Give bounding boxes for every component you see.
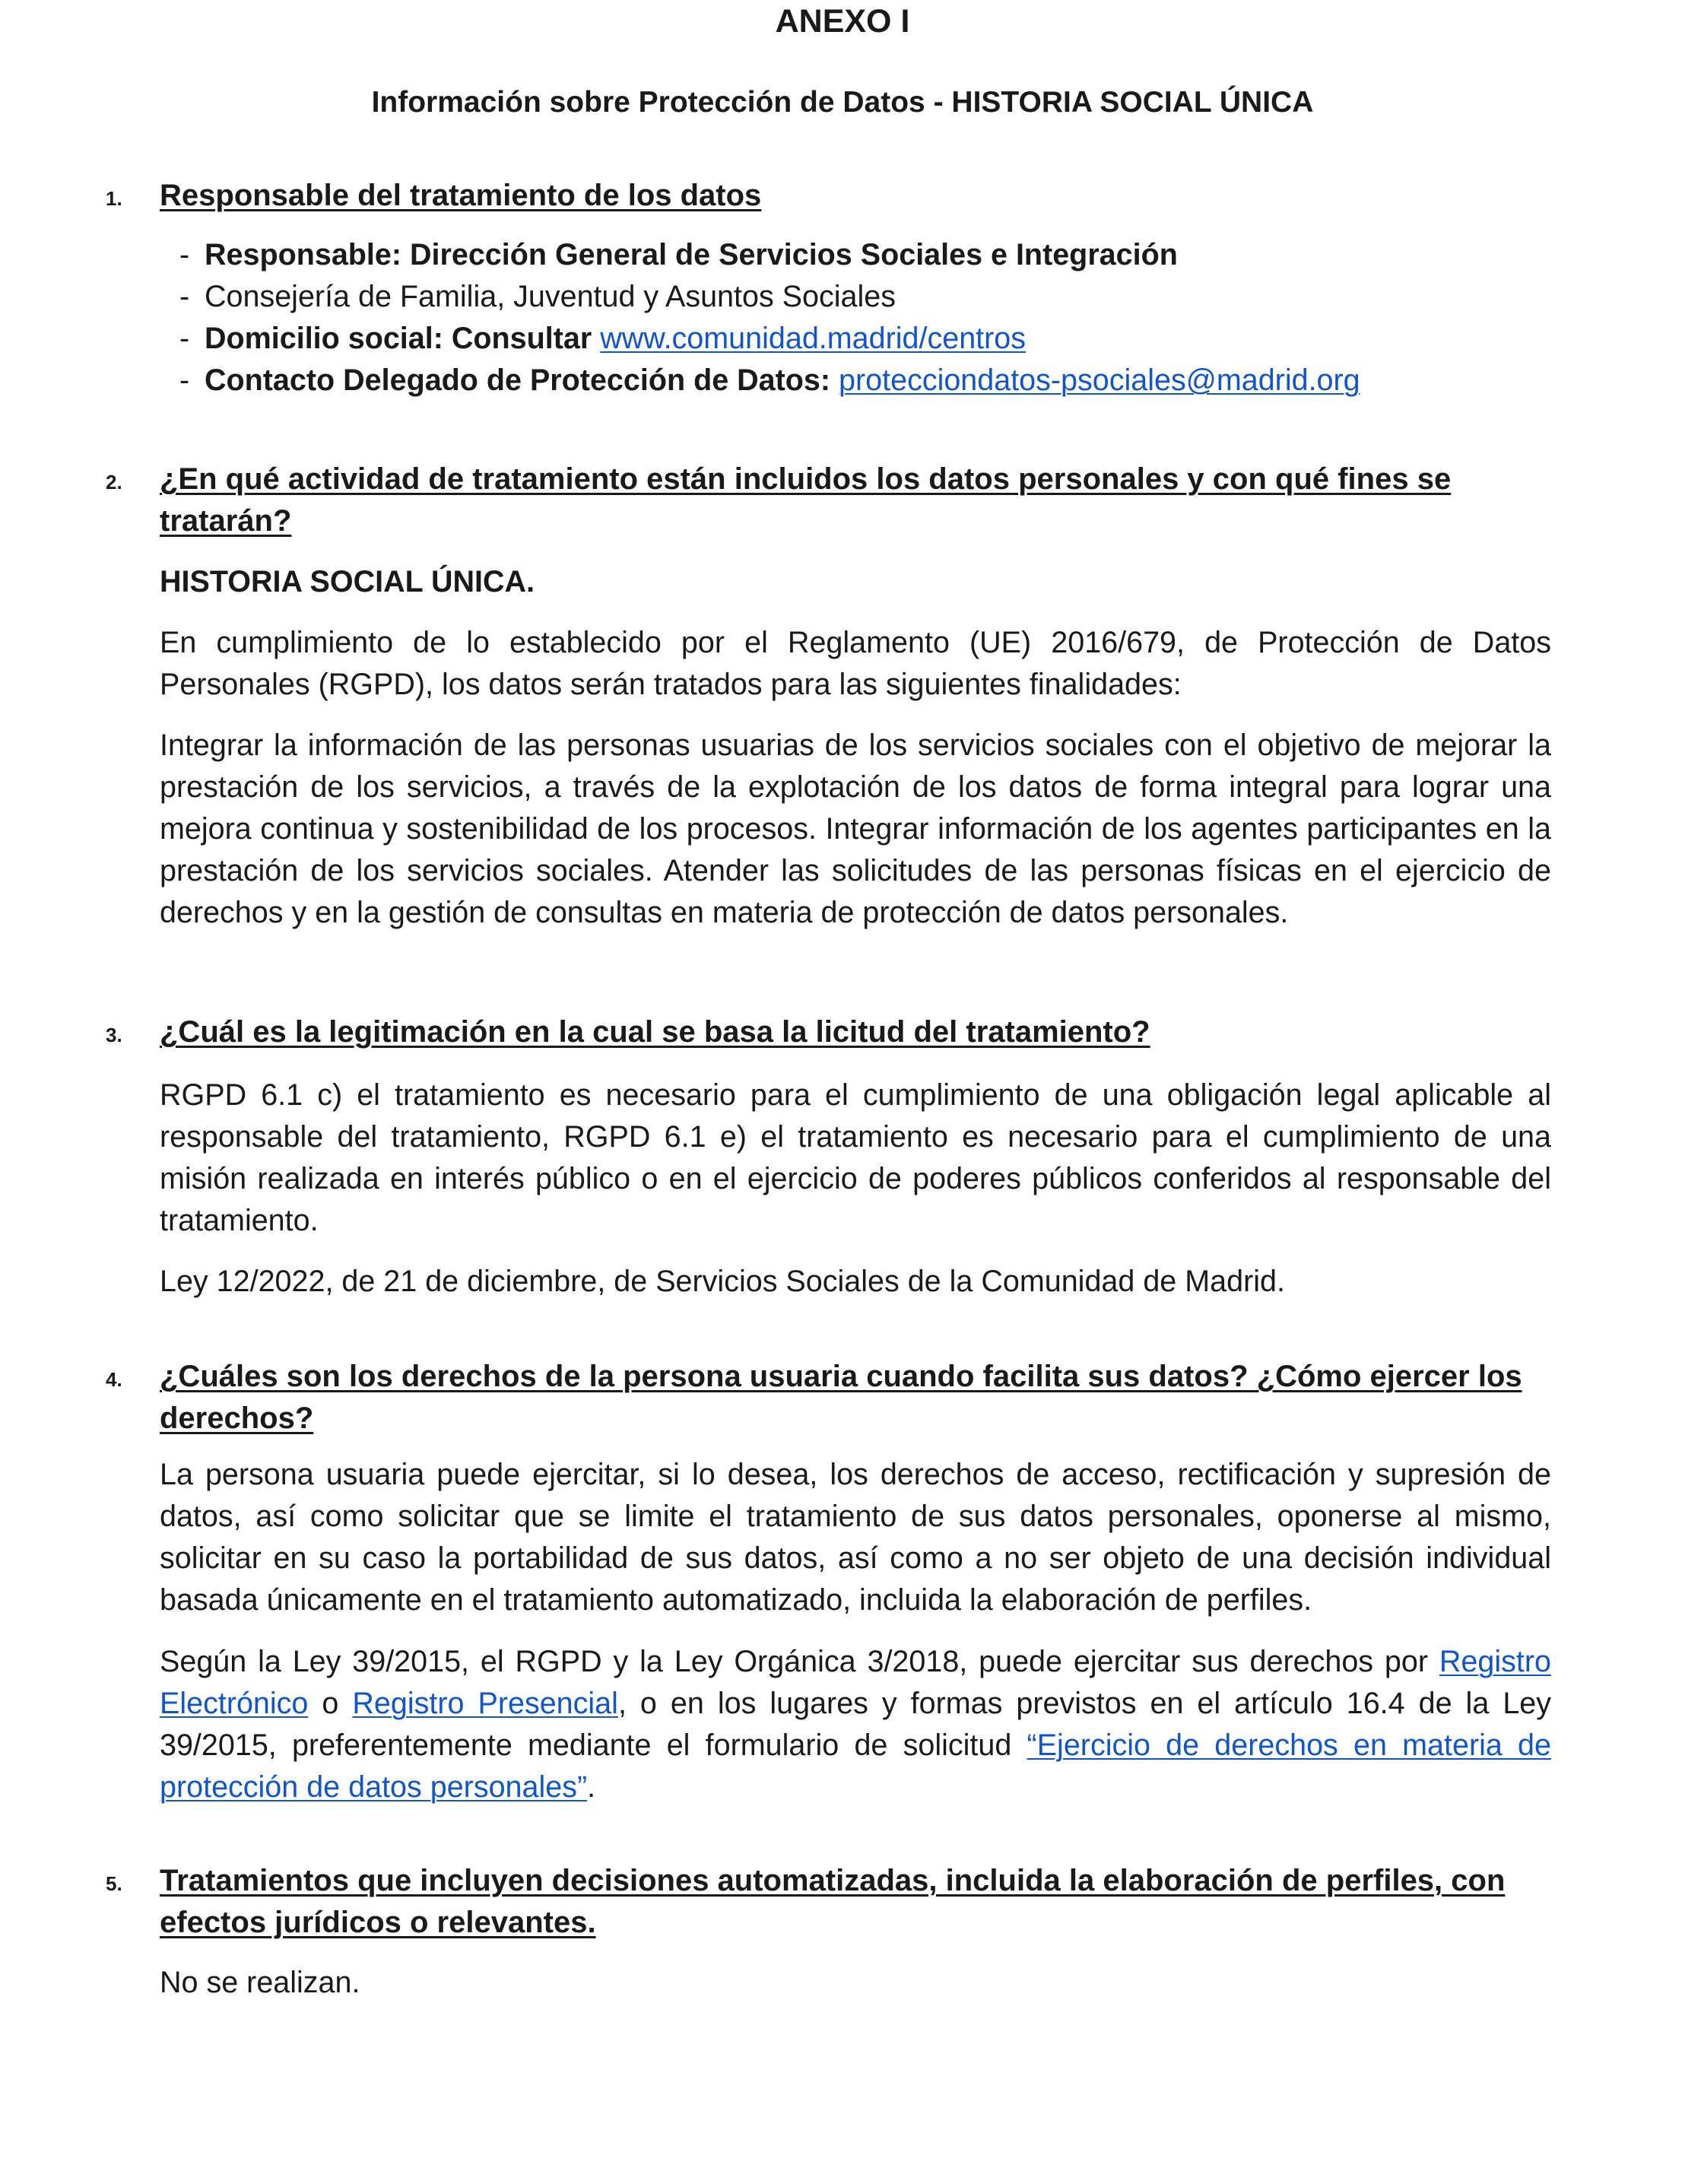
formulario-derechos-link[interactable]: “Ejercicio de derechos en materia de protección de datos personales”	[160, 1728, 1551, 1804]
document-subtitle	[0, 84, 1685, 122]
section-4-paragraph-1: La persona usuaria puede ejercitar, si lo desea, los derechos de acceso, rectificación y supresión de datos, así como solicitar que se limite el tratamiento de sus datos personales, oponerse al mismo, solicitar en su caso la portabilidad de sus datos, así como a no ser objeto de una decisión individual basada únicamente en el tratamiento automatizado, incluida la elaboración de perfiles.	[160, 1458, 1551, 1617]
document-subtitle-text: Información sobre Protección de Datos - HISTORIA SOCIAL ÚNICA	[371, 86, 1314, 119]
section-2-number: 2.	[106, 471, 122, 494]
list-item: - Domicilio social: Consultar www.comunidad.madrid/centros	[179, 322, 1027, 355]
section-4-paragraph-2	[160, 1641, 1551, 1808]
section-2-paragraph-1: En cumplimiento de lo establecido por el Reglamento (UE) 2016/679, de Protección de Datos Personales (RGPD), los datos serán tratados para las siguientes finalidades:	[160, 626, 1551, 701]
contacto-label: Contacto Delegado de Protección de Datos:	[205, 363, 831, 397]
section-1-number: 1.	[106, 187, 122, 210]
section-3-paragraph-2: Ley 12/2022, de 21 de diciembre, de Servicios Sociales de la Comunidad de Madrid.	[160, 1265, 1285, 1298]
section-2-paragraph-2: Integrar la información de las personas usuarias de los servicios sociales con el objetivo de mejorar la prestación de los servicios, a través de la explotación de los datos de forma integral para lograr una mejora continua y sostenibilidad de los procesos. Integrar información de los agentes participantes en la prestación de los servicios sociales. Atender las solicitudes de las personas físicas en el ejercicio de derechos y en la gestión de consultas en materia de protección de datos personales.	[160, 729, 1551, 929]
section-5-paragraph-1: No se realizan.	[160, 1966, 360, 1999]
section-5-heading: Tratamientos que incluyen decisiones automatizadas, incluida la elaboración de perfiles, con efectos jurídicos o relevantes.	[160, 1864, 1506, 1939]
section-3-number: 3.	[106, 1024, 122, 1046]
section-1-list	[179, 234, 1548, 402]
registro-presencial-link[interactable]: Registro Presencial	[352, 1687, 618, 1720]
paragraph-text: o	[322, 1687, 339, 1720]
activity-name: HISTORIA SOCIAL ÚNICA.	[160, 565, 535, 598]
paragraph-text: Según la Ley 39/2015, el RGPD y la Ley Orgánica 3/2018, puede ejercitar sus derechos por	[160, 1645, 1429, 1678]
domicilio-label: Domicilio social: Consultar	[205, 322, 592, 355]
responsable-text: Responsable: Dirección General de Servicios Sociales e Integración	[205, 238, 1178, 271]
centros-link[interactable]: www.comunidad.madrid/centros	[600, 322, 1027, 355]
consejeria-text: Consejería de Familia, Juventud y Asuntos Sociales	[205, 280, 896, 313]
section-3-paragraph-1: RGPD 6.1 c) el tratamiento es necesario para el cumplimiento de una obligación legal aplicable al responsable del tratamiento, RGPD 6.1 e) el tratamiento es necesario para el cumplimiento de una misión realizada en interés público o en el ejercicio de poderes públicos conferidos al responsable del tratamiento.	[160, 1078, 1551, 1237]
paragraph-text: .	[587, 1770, 596, 1804]
list-item: - Consejería de Familia, Juventud y Asuntos Sociales	[179, 280, 896, 313]
section-4-number: 4.	[106, 1368, 122, 1391]
section-5-number: 5.	[106, 1872, 122, 1895]
registro-electronico-link[interactable]: Registro Electrónico	[160, 1645, 1551, 1720]
section-1-heading: Responsable del tratamiento de los datos	[160, 179, 762, 212]
section-2-heading: ¿En qué actividad de tratamiento están incluidos los datos personales y con qué fines se tratarán?	[160, 462, 1452, 538]
section-4-heading: ¿Cuáles son los derechos de la persona usuaria cuando facilita sus datos? ¿Cómo ejercer los derechos?	[160, 1360, 1522, 1435]
paragraph-text: , o en los lugares y formas previstos en el artículo 16.4 de la Ley 39/2015, preferentemente mediante el formulario de solicitud	[160, 1687, 1551, 1762]
list-item: - Responsable: Dirección General de Servicios Sociales e Integración	[179, 238, 1178, 271]
email-link[interactable]: protecciondatos-psociales@madrid.org	[839, 363, 1360, 397]
document-title: ANEXO I	[775, 3, 910, 40]
list-item: - Contacto Delegado de Protección de Datos: protecciondatos-psociales@madrid.org	[179, 363, 1360, 397]
section-3-heading: ¿Cuál es la legitimación en la cual se basa la licitud del tratamiento?	[160, 1015, 1150, 1049]
